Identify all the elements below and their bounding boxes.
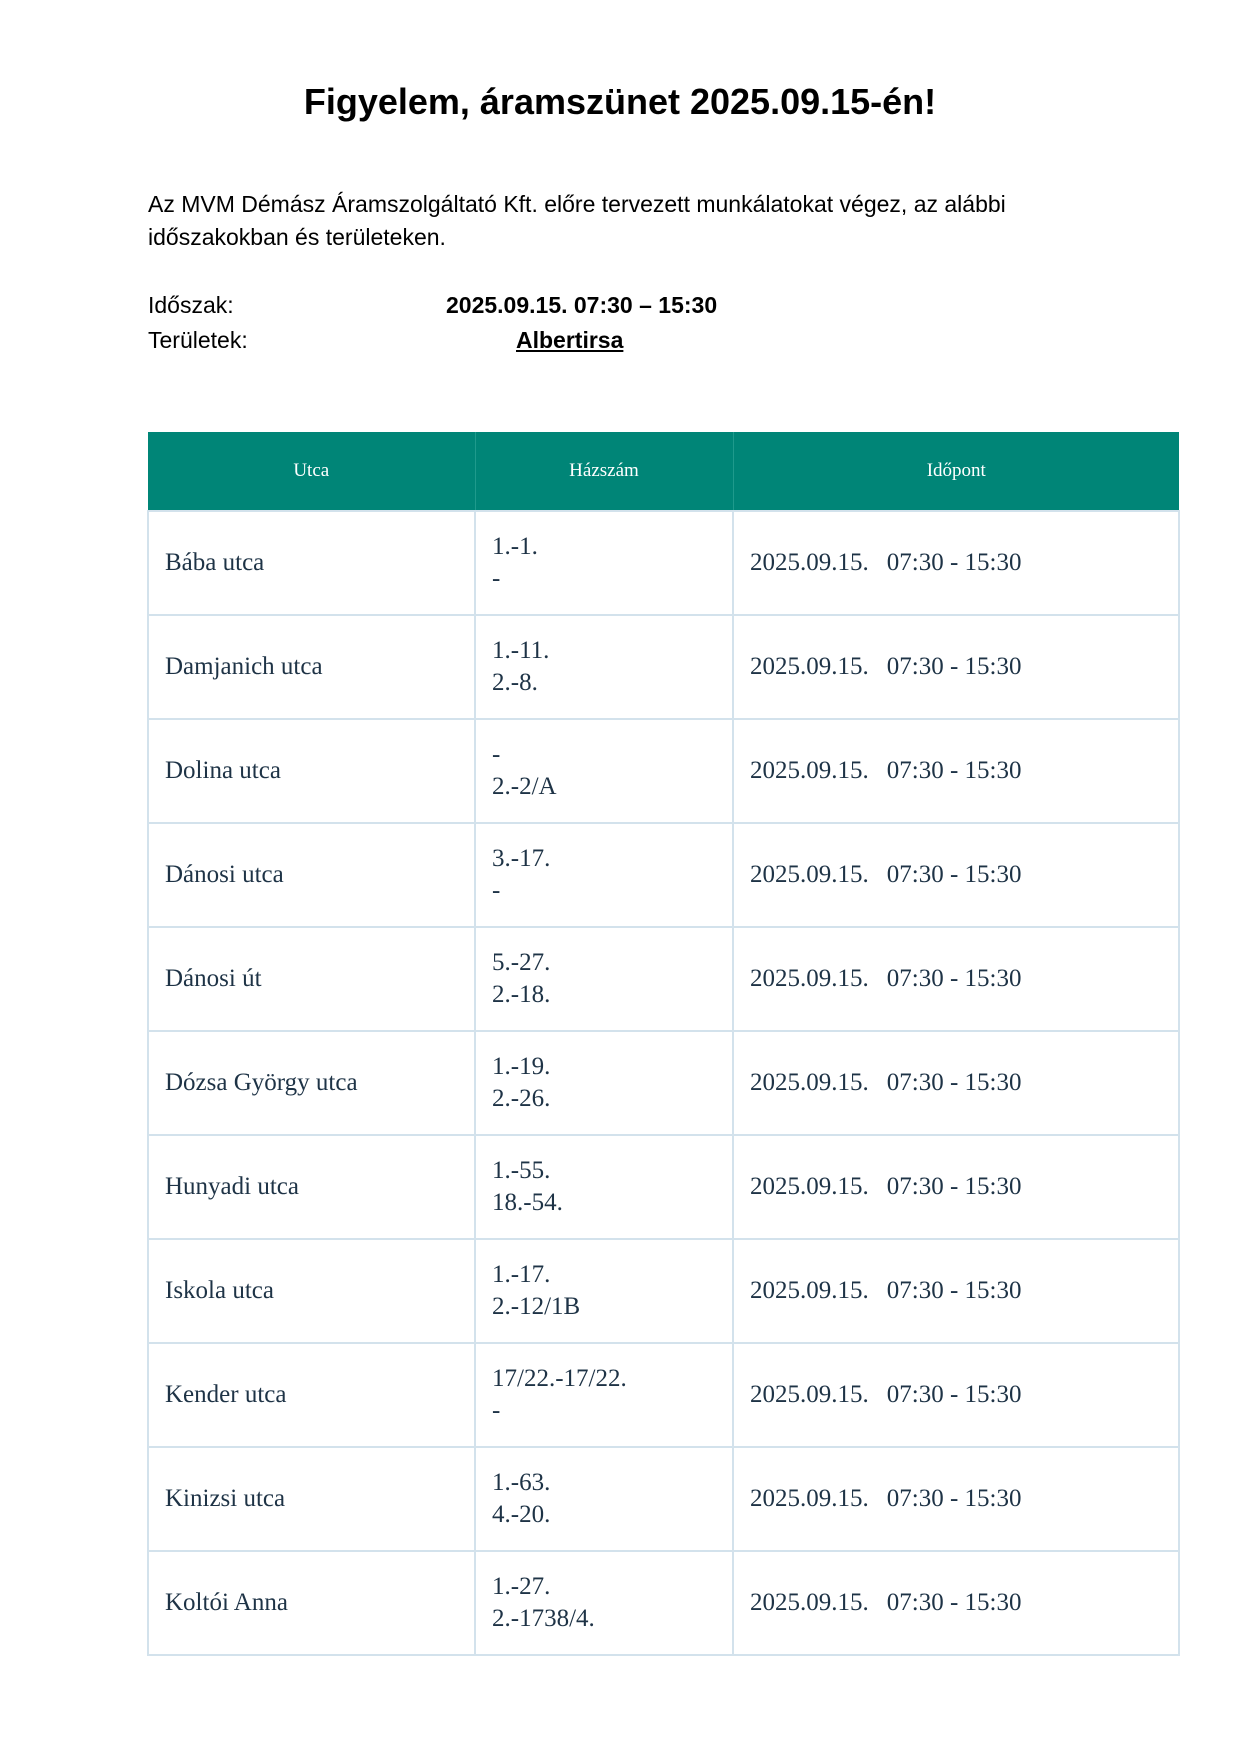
outage-date: 2025.09.15.	[750, 549, 869, 576]
house-number-range: 2.-8.	[492, 669, 538, 696]
outage-time-range: 07:30 - 15:30	[886, 757, 1022, 784]
time-cell	[733, 1135, 1179, 1239]
street-cell: Bába utca	[148, 511, 475, 615]
outage-time-range: 07:30 - 15:30	[886, 861, 1022, 888]
house-number-cell	[475, 719, 733, 823]
house-number-cell	[475, 823, 733, 927]
house-number-range: 3.-17.	[492, 845, 551, 872]
outage-date: 2025.09.15.	[750, 1381, 869, 1408]
outage-time-range: 07:30 - 15:30	[886, 1277, 1022, 1304]
house-number-range: 5.-27.	[492, 949, 551, 976]
table-row	[148, 719, 1179, 823]
house-number-cell	[475, 927, 733, 1031]
outage-date: 2025.09.15.	[750, 861, 869, 888]
area-value: Albertirsa	[516, 327, 624, 353]
table-row	[148, 1031, 1179, 1135]
house-number-range: 2.-12/1B	[492, 1293, 581, 1320]
time-cell	[733, 1031, 1179, 1135]
house-number-range: -	[492, 741, 501, 768]
house-number-range: 4.-20.	[492, 1501, 551, 1528]
house-number-range: -	[492, 565, 501, 592]
house-number-cell	[475, 511, 733, 615]
area-label: Területek:	[148, 327, 248, 353]
outage-time-range: 07:30 - 15:30	[886, 549, 1022, 576]
outage-time-range: 07:30 - 15:30	[886, 1173, 1022, 1200]
street-cell: Damjanich utca	[148, 615, 475, 719]
header-time: Időpont	[733, 432, 1179, 511]
table-row	[148, 511, 1179, 615]
street-cell: Iskola utca	[148, 1239, 475, 1343]
outage-time-range: 07:30 - 15:30	[886, 653, 1022, 680]
house-number-range: 1.-19.	[492, 1053, 551, 1080]
house-number-range: 1.-55.	[492, 1157, 551, 1184]
house-number-range: 1.-11.	[492, 637, 550, 664]
outage-time-range: 07:30 - 15:30	[886, 1589, 1022, 1616]
outage-date: 2025.09.15.	[750, 1173, 869, 1200]
table-row	[148, 1135, 1179, 1239]
house-number-range: 17/22.-17/22.	[492, 1365, 627, 1392]
house-number-cell	[475, 615, 733, 719]
house-number-range: 1.-63.	[492, 1469, 551, 1496]
time-cell	[733, 615, 1179, 719]
house-number-range: 1.-27.	[492, 1573, 551, 1600]
period-label: Időszak:	[148, 292, 234, 318]
street-cell: Kinizsi utca	[148, 1447, 475, 1551]
street-cell: Dánosi utca	[148, 823, 475, 927]
street-cell: Hunyadi utca	[148, 1135, 475, 1239]
period-value: 2025.09.15. 07:30 – 15:30	[446, 292, 718, 318]
house-number-cell	[475, 1031, 733, 1135]
outage-date: 2025.09.15.	[750, 1277, 869, 1304]
outage-time-range: 07:30 - 15:30	[886, 965, 1022, 992]
table-row	[148, 615, 1179, 719]
outage-table	[147, 432, 1180, 1656]
page-title: Figyelem, áramszünet 2025.09.15-én!	[303, 81, 937, 122]
street-cell: Koltói Anna	[148, 1551, 475, 1655]
table-row	[148, 823, 1179, 927]
outage-time-range: 07:30 - 15:30	[886, 1069, 1022, 1096]
house-number-cell	[475, 1239, 733, 1343]
header-house-number: Házszám	[475, 432, 733, 511]
outage-date: 2025.09.15.	[750, 1589, 869, 1616]
house-number-range: 18.-54.	[492, 1189, 563, 1216]
house-number-range: -	[492, 877, 501, 904]
table-row	[148, 1239, 1179, 1343]
table-row	[148, 1343, 1179, 1447]
outage-date: 2025.09.15.	[750, 1485, 869, 1512]
time-cell	[733, 1343, 1179, 1447]
time-cell	[733, 1551, 1179, 1655]
outage-date: 2025.09.15.	[750, 757, 869, 784]
time-cell	[733, 511, 1179, 615]
house-number-range: 2.-18.	[492, 981, 551, 1008]
house-number-cell	[475, 1551, 733, 1655]
house-number-range: 1.-17.	[492, 1261, 551, 1288]
outage-date: 2025.09.15.	[750, 653, 869, 680]
house-number-range: 2.-26.	[492, 1085, 551, 1112]
time-cell	[733, 927, 1179, 1031]
outage-date: 2025.09.15.	[750, 965, 869, 992]
table-row	[148, 927, 1179, 1031]
outage-date: 2025.09.15.	[750, 1069, 869, 1096]
street-cell: Dolina utca	[148, 719, 475, 823]
house-number-range: 2.-1738/4.	[492, 1605, 595, 1632]
header-street: Utca	[148, 432, 475, 511]
table-row	[148, 1447, 1179, 1551]
outage-time-range: 07:30 - 15:30	[886, 1381, 1022, 1408]
house-number-cell	[475, 1135, 733, 1239]
outage-time-range: 07:30 - 15:30	[886, 1485, 1022, 1512]
street-cell: Kender utca	[148, 1343, 475, 1447]
house-number-range: 1.-1.	[492, 533, 538, 560]
time-cell	[733, 823, 1179, 927]
table-row	[148, 1551, 1179, 1655]
table-header-row	[148, 432, 1179, 511]
house-number-range: -	[492, 1397, 501, 1424]
time-cell	[733, 1239, 1179, 1343]
street-cell: Dánosi út	[148, 927, 475, 1031]
time-cell	[733, 1447, 1179, 1551]
time-cell	[733, 719, 1179, 823]
intro-text: Az MVM Démász Áramszolgáltató Kft. előre tervezett munkálatokat végez, az alábbi időszakokban és területeken.	[148, 191, 1006, 250]
house-number-cell	[475, 1447, 733, 1551]
house-number-cell	[475, 1343, 733, 1447]
house-number-range: 2.-2/A	[492, 773, 557, 800]
street-cell: Dózsa György utca	[148, 1031, 475, 1135]
